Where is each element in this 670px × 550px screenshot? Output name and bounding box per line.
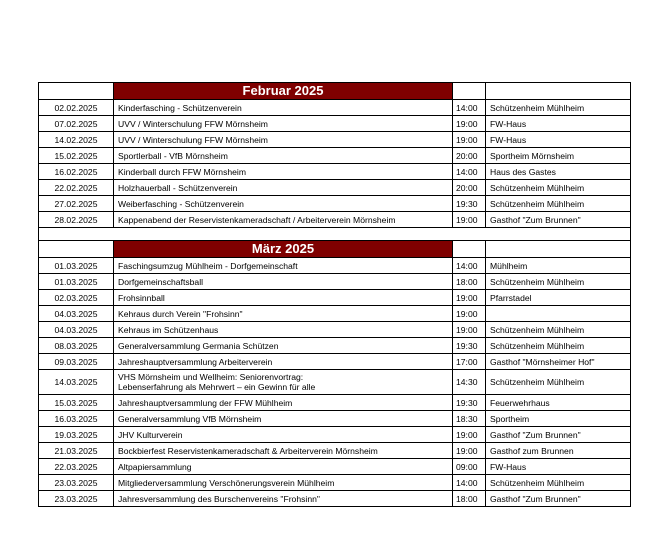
- event-date: 15.02.2025: [39, 148, 114, 164]
- table-row: [39, 274, 631, 290]
- event-date: 22.02.2025: [39, 180, 114, 196]
- table-row: [39, 475, 631, 491]
- event-name: Bockbierfest Reservistenkameradschaft & Arbeiterverein Mörnsheim: [114, 443, 453, 459]
- table-row: [39, 306, 631, 322]
- event-date: 15.03.2025: [39, 395, 114, 411]
- event-venue: FW-Haus: [486, 116, 631, 132]
- event-venue: Gasthof "Mörnsheimer Hof": [486, 354, 631, 370]
- event-time: 18:00: [453, 274, 486, 290]
- event-name-line-2: Lebenserfahrung als Mehrwert – ein Gewinn für alle: [118, 382, 316, 392]
- event-name: Holzhauerball - Schützenverein: [114, 180, 453, 196]
- table-row: [39, 212, 631, 228]
- event-time: 14:00: [453, 258, 486, 274]
- event-time: 14:00: [453, 475, 486, 491]
- event-date: 02.02.2025: [39, 100, 114, 116]
- event-name: Dorfgemeinschaftsball: [114, 274, 453, 290]
- event-time: 19:00: [453, 443, 486, 459]
- event-date: 14.03.2025: [39, 370, 114, 395]
- event-name: Generalversammlung Germania Schützen: [114, 338, 453, 354]
- event-name: Frohsinnball: [114, 290, 453, 306]
- event-time: 20:00: [453, 180, 486, 196]
- event-venue: Sportheim: [486, 411, 631, 427]
- event-venue: Gasthof "Zum Brunnen": [486, 427, 631, 443]
- event-venue: Schützenheim Mühlheim: [486, 338, 631, 354]
- event-time: 18:00: [453, 491, 486, 507]
- event-time: 19:30: [453, 338, 486, 354]
- event-date: 19.03.2025: [39, 427, 114, 443]
- event-date: 04.03.2025: [39, 306, 114, 322]
- event-date: 22.03.2025: [39, 459, 114, 475]
- event-time: 19:00: [453, 427, 486, 443]
- event-name: Kehraus durch Verein "Frohsinn": [114, 306, 453, 322]
- event-name: [114, 370, 453, 395]
- event-name: Altpapiersammlung: [114, 459, 453, 475]
- header-date-cell: [39, 241, 114, 258]
- table-row: [39, 290, 631, 306]
- header-venue-cell: [486, 241, 631, 258]
- event-calendar-sheet: [38, 82, 630, 507]
- event-time: 20:00: [453, 148, 486, 164]
- event-name: Mitgliederversammlung Verschönerungsverein Mühlheim: [114, 475, 453, 491]
- event-name-line-1: VHS Mörnsheim und Wellheim: Seniorenvortrag:: [118, 372, 304, 382]
- month-header-row: [39, 83, 631, 100]
- event-date: 01.03.2025: [39, 274, 114, 290]
- event-venue: FW-Haus: [486, 132, 631, 148]
- event-date: 08.03.2025: [39, 338, 114, 354]
- event-date: 14.02.2025: [39, 132, 114, 148]
- event-venue: Schützenheim Mühlheim: [486, 100, 631, 116]
- table-row: [39, 180, 631, 196]
- event-venue: FW-Haus: [486, 459, 631, 475]
- event-date: 16.02.2025: [39, 164, 114, 180]
- event-date: 09.03.2025: [39, 354, 114, 370]
- event-venue: [486, 306, 631, 322]
- event-venue: Gasthof "Zum Brunnen": [486, 491, 631, 507]
- table-row: [39, 354, 631, 370]
- event-venue: Schützenheim Mühlheim: [486, 370, 631, 395]
- event-time: 19:00: [453, 212, 486, 228]
- event-venue: Schützenheim Mühlheim: [486, 196, 631, 212]
- event-venue: Gasthof zum Brunnen: [486, 443, 631, 459]
- table-row: [39, 164, 631, 180]
- event-date: 28.02.2025: [39, 212, 114, 228]
- table-row: [39, 459, 631, 475]
- event-date: 04.03.2025: [39, 322, 114, 338]
- event-time: 18:30: [453, 411, 486, 427]
- event-name: Kinderball durch FFW Mörnsheim: [114, 164, 453, 180]
- event-date: 16.03.2025: [39, 411, 114, 427]
- event-venue: Sportheim Mörnsheim: [486, 148, 631, 164]
- event-time: 19:00: [453, 322, 486, 338]
- event-name: Sportlerball - VfB Mörnsheim: [114, 148, 453, 164]
- header-time-cell: [453, 241, 486, 258]
- table-row: [39, 148, 631, 164]
- event-name: Kinderfasching - Schützenverein: [114, 100, 453, 116]
- event-name: Faschingsumzug Mühlheim - Dorfgemeinschaft: [114, 258, 453, 274]
- event-name: Jahreshauptversammlung Arbeiterverein: [114, 354, 453, 370]
- header-time-cell: [453, 83, 486, 100]
- event-date: 23.03.2025: [39, 475, 114, 491]
- event-venue: Gasthof "Zum Brunnen": [486, 212, 631, 228]
- event-name: Generalversammlung VfB Mörnsheim: [114, 411, 453, 427]
- event-time: 19:30: [453, 196, 486, 212]
- table-row: [39, 132, 631, 148]
- event-time: 17:00: [453, 354, 486, 370]
- event-name: Kehraus im Schützenhaus: [114, 322, 453, 338]
- event-date: 27.02.2025: [39, 196, 114, 212]
- table-row: [39, 100, 631, 116]
- table-row: [39, 411, 631, 427]
- event-date: 02.03.2025: [39, 290, 114, 306]
- event-venue: Feuerwehrhaus: [486, 395, 631, 411]
- event-name: Kappenabend der Reservistenkameradschaft / Arbeiterverein Mörnsheim: [114, 212, 453, 228]
- event-name: UVV / Winterschulung FFW Mörnsheim: [114, 132, 453, 148]
- event-time: 14:30: [453, 370, 486, 395]
- table-row: [39, 370, 631, 395]
- event-name: Weiberfasching - Schützenverein: [114, 196, 453, 212]
- event-venue: Mühlheim: [486, 258, 631, 274]
- event-venue: Haus des Gastes: [486, 164, 631, 180]
- event-name: Jahreshauptversammlung der FFW Mühlheim: [114, 395, 453, 411]
- event-date: 07.02.2025: [39, 116, 114, 132]
- header-date-cell: [39, 83, 114, 100]
- event-venue: Schützenheim Mühlheim: [486, 274, 631, 290]
- event-time: 09:00: [453, 459, 486, 475]
- month-title: März 2025: [114, 241, 453, 258]
- event-table: [38, 82, 631, 507]
- month-header-row: [39, 241, 631, 258]
- section-spacer: [39, 228, 631, 241]
- table-row: [39, 395, 631, 411]
- event-time: 19:00: [453, 116, 486, 132]
- event-time: 19:30: [453, 395, 486, 411]
- table-row: [39, 443, 631, 459]
- table-row: [39, 427, 631, 443]
- event-name: JHV Kulturverein: [114, 427, 453, 443]
- header-venue-cell: [486, 83, 631, 100]
- table-row: [39, 196, 631, 212]
- event-venue: Schützenheim Mühlheim: [486, 475, 631, 491]
- event-name: UVV / Winterschulung FFW Mörnsheim: [114, 116, 453, 132]
- table-row: [39, 322, 631, 338]
- event-date: 23.03.2025: [39, 491, 114, 507]
- table-row: [39, 116, 631, 132]
- event-date: 21.03.2025: [39, 443, 114, 459]
- event-time: 19:00: [453, 132, 486, 148]
- event-name: Jahresversammlung des Burschenvereins "Frohsinn": [114, 491, 453, 507]
- event-time: 14:00: [453, 100, 486, 116]
- month-title: Februar 2025: [114, 83, 453, 100]
- event-time: 19:00: [453, 290, 486, 306]
- event-time: 14:00: [453, 164, 486, 180]
- event-date: 01.03.2025: [39, 258, 114, 274]
- event-venue: Schützenheim Mühlheim: [486, 180, 631, 196]
- event-time: 19:00: [453, 306, 486, 322]
- table-row: [39, 491, 631, 507]
- event-venue: Pfarrstadel: [486, 290, 631, 306]
- event-venue: Schützenheim Mühlheim: [486, 322, 631, 338]
- table-row: [39, 338, 631, 354]
- table-row: [39, 258, 631, 274]
